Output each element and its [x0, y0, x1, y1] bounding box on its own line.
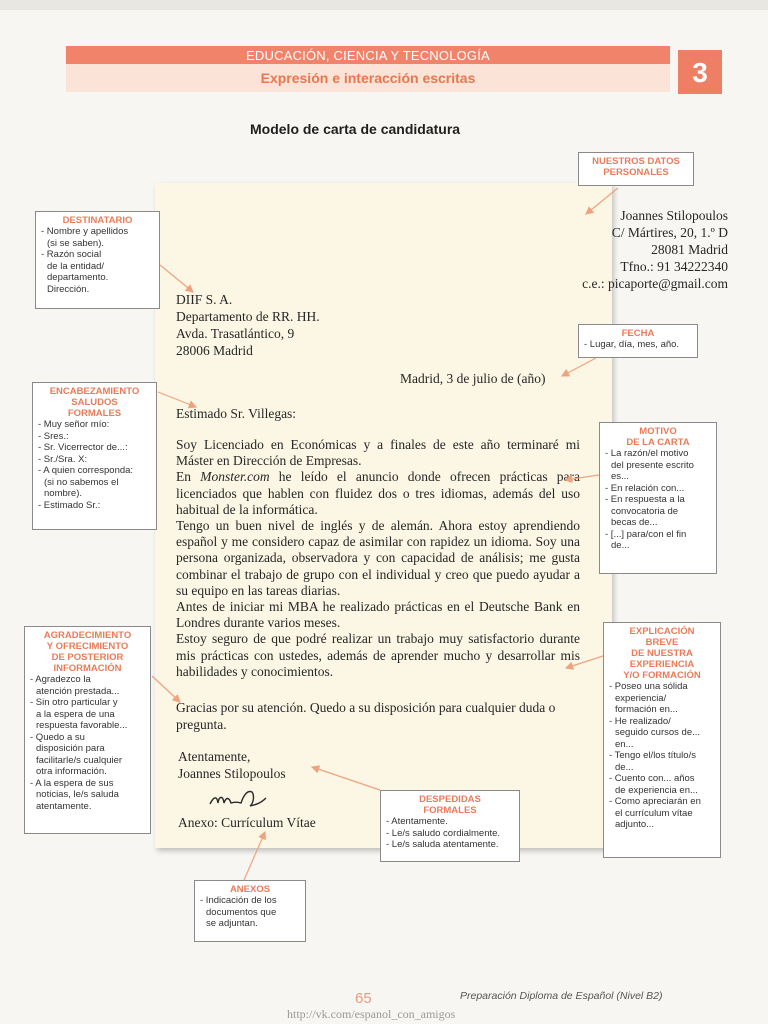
note-title: FORMALES — [423, 805, 477, 816]
letter-body — [176, 437, 580, 680]
note-line: convocatoria de — [611, 505, 679, 517]
note-line: - Le/s saludo cordialmente. — [386, 827, 501, 839]
sender-email: c.e.: picaporte@gmail.com — [582, 276, 728, 291]
note-line: - Razón social — [41, 249, 102, 260]
top-strip — [0, 0, 768, 10]
note-line: otra información. — [36, 766, 107, 777]
signoff-name: Joannes Stilopoulos — [178, 765, 286, 781]
note-line: facilitarle/s cualquier — [36, 754, 123, 766]
letter-date: Madrid, 3 de julio de (año) — [400, 371, 546, 386]
note-line: - Indicación de los — [200, 895, 277, 906]
section-banner — [66, 46, 670, 94]
note-line: de la entidad/ — [47, 260, 105, 272]
recipient-city: 28006 Madrid — [176, 343, 253, 358]
note-line: (si no sabemos el — [44, 476, 119, 488]
note-line: - Sr./Sra. X: — [38, 453, 88, 465]
note-explicacion — [603, 622, 721, 858]
signoff-word: Atentamente, — [178, 749, 251, 764]
note-line: en... — [615, 738, 634, 750]
note-datos-personales — [578, 152, 694, 186]
note-title: FORMALES — [67, 408, 122, 419]
note-line: - Poseo una sólida — [609, 681, 688, 692]
note-line: becas de... — [611, 517, 658, 528]
note-title: DE NUESTRA — [631, 648, 693, 659]
sender-phone: Tfno.: 91 34222340 — [620, 259, 728, 274]
note-title: ANEXOS — [229, 884, 271, 895]
note-line: - A quien corresponda: — [38, 465, 134, 476]
note-title: EXPERIENCIA — [629, 659, 695, 670]
note-line: - Muy señor mío: — [38, 419, 110, 430]
body-paragraph — [176, 469, 580, 518]
note-anexos — [194, 880, 306, 942]
paragraph-text: En — [176, 469, 201, 485]
website-name: Monster.com — [200, 469, 270, 485]
note-title: DE LA CARTA — [626, 437, 690, 448]
note-line: - Atentamente. — [386, 816, 448, 827]
section-title: EDUCACIÓN, CIENCIA Y TECNOLOGÍA — [66, 46, 670, 64]
note-line: disposición para — [36, 743, 105, 754]
note-title: MOTIVO — [639, 426, 677, 437]
watermark-url: http://vk.com/espanol_con_amigos — [287, 1007, 456, 1021]
section-subtitle: Expresión e interacción escritas — [66, 64, 670, 92]
note-title: Y OFRECIMIENTO — [46, 641, 129, 652]
note-line: es... — [611, 471, 629, 482]
note-line: - Tengo el/los título/s — [609, 750, 696, 761]
note-title: AGRADECIMIENTO — [43, 630, 132, 641]
note-title: NUESTROS DATOS — [592, 156, 680, 167]
paragraph-text: he leído el anuncio donde ofrecen prácticas para licenciados que hablen con fluidez dos o tres idiomas, además del uso habitual de la informática. — [176, 469, 581, 517]
book-title: Preparación Diploma de Español (Nivel B2) — [460, 990, 663, 1002]
recipient-company: DIIF S. A. — [176, 292, 233, 307]
page-number: 65 — [355, 990, 372, 1007]
note-title: ENCABEZAMIENTO — [49, 386, 140, 397]
note-line: - Agradezco la — [30, 674, 91, 685]
note-line: nombre). — [44, 488, 83, 499]
note-line: - Quedo a su — [30, 731, 85, 743]
note-encabezamiento — [32, 382, 157, 530]
note-title: SALUDOS — [71, 397, 118, 408]
note-title: DESPEDIDAS — [419, 794, 481, 805]
letter-closing: Gracias por su atención. Quedo a su disposición para cualquier duda o pregunta. — [176, 700, 556, 732]
note-line: - He realizado/ — [609, 715, 671, 727]
note-line: Dirección. — [47, 283, 90, 295]
note-title: BREVE — [645, 637, 679, 648]
note-line: atentamente. — [36, 800, 92, 812]
note-title: PERSONALES — [603, 167, 669, 178]
note-line: - Sres.: — [38, 430, 69, 442]
sender-street: C/ Mártires, 20, 1.º D — [611, 225, 728, 240]
body-paragraph: Antes de iniciar mi MBA he realizado prácticas en el Deutsche Bank en Londres durante varios meses. — [176, 599, 580, 631]
note-line: experiencia/ — [615, 692, 667, 704]
note-despedidas — [380, 790, 520, 862]
note-line: documentos que — [206, 906, 277, 918]
note-line: - Lugar, día, mes, año. — [584, 339, 680, 350]
note-agradecimiento — [24, 626, 151, 834]
note-line: noticias, le/s saluda — [36, 789, 119, 800]
note-fecha — [578, 324, 698, 358]
note-line: - La razón/el motivo — [605, 448, 689, 459]
note-line: - En relación con... — [605, 482, 685, 494]
note-line: a la espera de una — [36, 708, 115, 720]
note-line: adjunto... — [615, 819, 655, 830]
note-line: departamento. — [47, 272, 109, 283]
note-title: DESTINATARIO — [62, 215, 133, 226]
body-paragraph: Estoy seguro de que podré realizar un trabajo muy satisfactorio durante mis prácticas con ustedes, además de aprender mucho y desarrollar mis habilidades y conocimientos. — [176, 631, 580, 679]
note-line: - En respuesta a la — [605, 494, 685, 505]
note-line: - Le/s saluda atentamente. — [386, 839, 499, 850]
note-title: INFORMACIÓN — [53, 663, 122, 674]
note-motivo — [599, 422, 717, 574]
note-line: el currículum vítae — [615, 807, 693, 819]
note-line: - Sr. Vicerrector de...: — [38, 442, 128, 453]
note-line: - Estimado Sr.: — [38, 499, 101, 511]
sender-address — [582, 207, 728, 292]
handwritten-signature — [208, 784, 274, 812]
note-line: (si se saben). — [47, 237, 105, 249]
note-title: EXPLICACIÓN — [629, 626, 695, 637]
recipient-address — [176, 291, 320, 359]
note-title: DE POSTERIOR — [51, 652, 124, 663]
letter-annex: Anexo: Currículum Vítae — [178, 815, 316, 830]
sender-city: 28081 Madrid — [651, 242, 728, 257]
note-line: - Nombre y apellidos — [41, 226, 129, 237]
letter-salutation: Estimado Sr. Villegas: — [176, 406, 297, 421]
note-line: - Como apreciarán en — [609, 796, 701, 807]
note-line: atención prestada... — [36, 685, 120, 697]
chapter-number-badge: 3 — [678, 50, 722, 94]
note-line: se adjuntan. — [206, 918, 258, 929]
note-line: de experiencia en... — [615, 784, 698, 796]
sender-name: Joannes Stilopoulos — [620, 208, 728, 223]
recipient-street: Avda. Trasatlántico, 9 — [176, 326, 295, 341]
note-line: - Cuento con... años — [609, 773, 695, 784]
note-line: de... — [611, 540, 630, 551]
body-paragraph: Soy Licenciado en Económicas y a finales de este año terminaré mi Máster en Dirección de Empresas. — [176, 437, 580, 469]
note-title: FECHA — [621, 328, 655, 339]
note-line: - Sin otro particular y — [30, 697, 118, 708]
note-line: del presente escrito — [611, 459, 694, 471]
note-line: seguido cursos de... — [615, 727, 701, 738]
note-line: formación en... — [615, 704, 678, 715]
note-destinatario — [35, 211, 160, 309]
page-title: Modelo de carta de candidatura — [250, 121, 461, 137]
note-title: Y/O FORMACIÓN — [623, 670, 701, 681]
note-line: de... — [615, 761, 634, 773]
note-line: respuesta favorable... — [36, 720, 128, 731]
recipient-department: Departamento de RR. HH. — [176, 309, 320, 324]
note-line: - A la espera de sus — [30, 777, 114, 789]
note-line: - [...] para/con el fin — [605, 528, 687, 540]
letter-signoff — [178, 749, 286, 782]
body-paragraph: Tengo un buen nivel de inglés y de alemán. Ahora estoy aprendiendo español y me considero capaz de asimilar con rapidez un idioma. Soy una persona organizada, observadora y con capacidad de análisis; me gusta combinar el trabajo de grupo con el individual y creo que puedo ayudar a su equipo en las tareas diarias. — [176, 518, 580, 598]
